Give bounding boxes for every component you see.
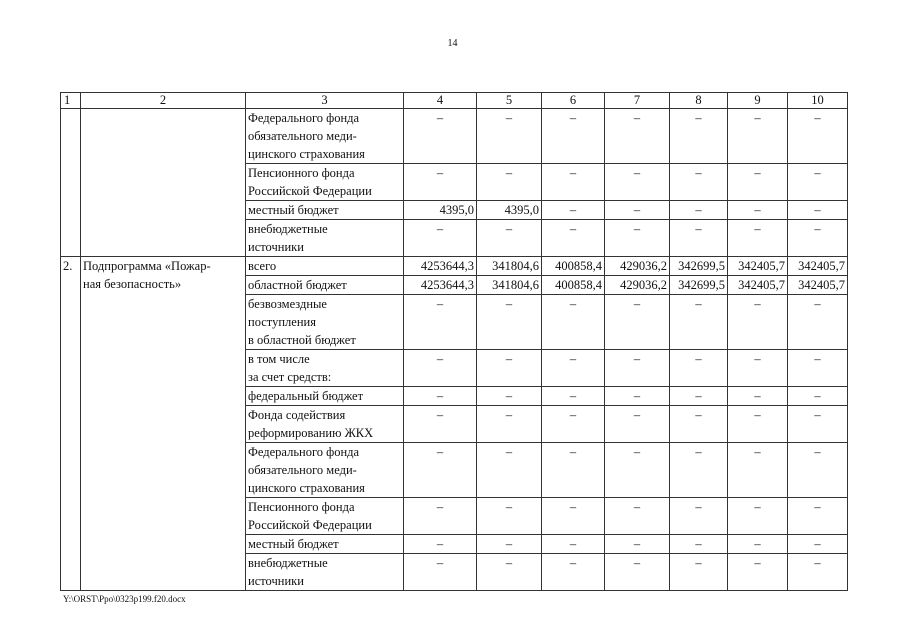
file-path-footer: Y:\ORST\Ppo\0323p199.f20.docx — [63, 594, 186, 604]
source-cell: областной бюджет — [246, 276, 404, 295]
value-cell: – — [404, 164, 477, 201]
source-cell: местный бюджет — [246, 201, 404, 220]
col-header: 10 — [788, 93, 848, 109]
value-cell: – — [404, 554, 477, 591]
value-cell: – — [404, 535, 477, 554]
value-cell: – — [728, 295, 788, 350]
value-cell: – — [788, 387, 848, 406]
value-cell: – — [788, 350, 848, 387]
value-cell: – — [788, 295, 848, 350]
source-cell: Фонда содействия реформированию ЖКХ — [246, 406, 404, 443]
value-cell: – — [477, 164, 542, 201]
value-cell: – — [605, 109, 670, 164]
value-cell: – — [605, 164, 670, 201]
value-cell: 341804,6 — [477, 276, 542, 295]
value-cell: – — [542, 443, 605, 498]
col-header: 7 — [605, 93, 670, 109]
value-cell: – — [670, 109, 728, 164]
value-cell: – — [670, 443, 728, 498]
source-cell: Федерального фонда обязательного меди- цинского страхования — [246, 109, 404, 164]
value-cell: – — [728, 535, 788, 554]
value-cell: – — [542, 554, 605, 591]
value-cell: 4395,0 — [477, 201, 542, 220]
value-cell: 429036,2 — [605, 257, 670, 276]
value-cell: – — [788, 201, 848, 220]
value-cell: 4395,0 — [404, 201, 477, 220]
value-cell: – — [728, 443, 788, 498]
source-cell: в том числе за счет средств: — [246, 350, 404, 387]
value-cell: 400858,4 — [542, 276, 605, 295]
value-cell: – — [477, 350, 542, 387]
col-header: 9 — [728, 93, 788, 109]
value-cell: – — [670, 350, 728, 387]
col-header: 3 — [246, 93, 404, 109]
value-cell: – — [477, 109, 542, 164]
value-cell: – — [728, 220, 788, 257]
value-cell: – — [404, 406, 477, 443]
value-cell: – — [404, 387, 477, 406]
value-cell: – — [542, 295, 605, 350]
value-cell: – — [788, 220, 848, 257]
value-cell: – — [788, 554, 848, 591]
value-cell: – — [542, 406, 605, 443]
value-cell: – — [605, 406, 670, 443]
value-cell: – — [728, 350, 788, 387]
value-cell: – — [670, 406, 728, 443]
value-cell: 342405,7 — [728, 257, 788, 276]
value-cell: – — [605, 554, 670, 591]
source-cell: Пенсионного фонда Российской Федерации — [246, 164, 404, 201]
value-cell: 341804,6 — [477, 257, 542, 276]
value-cell: – — [670, 295, 728, 350]
value-cell: – — [605, 350, 670, 387]
table-row — [61, 109, 848, 164]
value-cell: 4253644,3 — [404, 257, 477, 276]
value-cell: – — [477, 406, 542, 443]
value-cell: – — [728, 164, 788, 201]
value-cell: – — [542, 350, 605, 387]
value-cell: – — [728, 406, 788, 443]
value-cell: – — [788, 535, 848, 554]
value-cell: – — [605, 535, 670, 554]
value-cell: – — [477, 295, 542, 350]
value-cell: – — [605, 498, 670, 535]
value-cell: 342699,5 — [670, 276, 728, 295]
source-cell: безвозмездные поступления в областной бюджет — [246, 295, 404, 350]
value-cell: – — [477, 498, 542, 535]
source-cell: Пенсионного фонда Российской Федерации — [246, 498, 404, 535]
value-cell: – — [670, 201, 728, 220]
col-header: 2 — [81, 93, 246, 109]
value-cell: – — [728, 201, 788, 220]
value-cell: – — [788, 109, 848, 164]
value-cell: – — [788, 498, 848, 535]
value-cell: – — [477, 554, 542, 591]
value-cell: – — [404, 443, 477, 498]
value-cell: – — [605, 387, 670, 406]
source-cell: Федерального фонда обязательного меди- цинского страхования — [246, 443, 404, 498]
value-cell: – — [542, 164, 605, 201]
value-cell: 342405,7 — [728, 276, 788, 295]
value-cell: – — [542, 201, 605, 220]
value-cell: – — [542, 109, 605, 164]
value-cell: – — [670, 535, 728, 554]
source-cell: всего — [246, 257, 404, 276]
value-cell: – — [404, 498, 477, 535]
value-cell: – — [477, 443, 542, 498]
value-cell: 342699,5 — [670, 257, 728, 276]
value-cell: – — [788, 443, 848, 498]
col-header: 4 — [404, 93, 477, 109]
value-cell: – — [605, 201, 670, 220]
col-header: 5 — [477, 93, 542, 109]
subprogram-name: Подпрограмма «Пожар- ная безопасность» — [81, 257, 246, 591]
value-cell: – — [404, 109, 477, 164]
page-number: 14 — [447, 38, 458, 49]
value-cell: – — [670, 498, 728, 535]
value-cell: – — [605, 295, 670, 350]
col-header: 8 — [670, 93, 728, 109]
value-cell: 4253644,3 — [404, 276, 477, 295]
value-cell: – — [728, 498, 788, 535]
budget-table — [60, 92, 848, 591]
value-cell: – — [542, 387, 605, 406]
value-cell: – — [404, 220, 477, 257]
source-cell: внебюджетные источники — [246, 220, 404, 257]
value-cell: 342405,7 — [788, 276, 848, 295]
col-header: 6 — [542, 93, 605, 109]
value-cell: – — [788, 406, 848, 443]
value-cell: 400858,4 — [542, 257, 605, 276]
table-row — [61, 257, 848, 276]
value-cell: – — [477, 220, 542, 257]
value-cell: – — [670, 164, 728, 201]
value-cell: – — [670, 554, 728, 591]
source-cell: федеральный бюджет — [246, 387, 404, 406]
value-cell: – — [728, 109, 788, 164]
value-cell: – — [728, 554, 788, 591]
value-cell: 429036,2 — [605, 276, 670, 295]
source-cell: внебюджетные источники — [246, 554, 404, 591]
value-cell: – — [404, 350, 477, 387]
value-cell: – — [542, 220, 605, 257]
value-cell: – — [728, 387, 788, 406]
value-cell: – — [605, 443, 670, 498]
value-cell: 342405,7 — [788, 257, 848, 276]
value-cell: – — [670, 387, 728, 406]
row-index: 2. — [61, 257, 81, 591]
value-cell: – — [542, 498, 605, 535]
value-cell: – — [670, 220, 728, 257]
value-cell: – — [605, 220, 670, 257]
value-cell: – — [404, 295, 477, 350]
source-cell: местный бюджет — [246, 535, 404, 554]
col-header: 1 — [61, 93, 81, 109]
value-cell: – — [477, 535, 542, 554]
value-cell: – — [542, 535, 605, 554]
value-cell: – — [477, 387, 542, 406]
header-row — [61, 93, 848, 109]
value-cell: – — [788, 164, 848, 201]
